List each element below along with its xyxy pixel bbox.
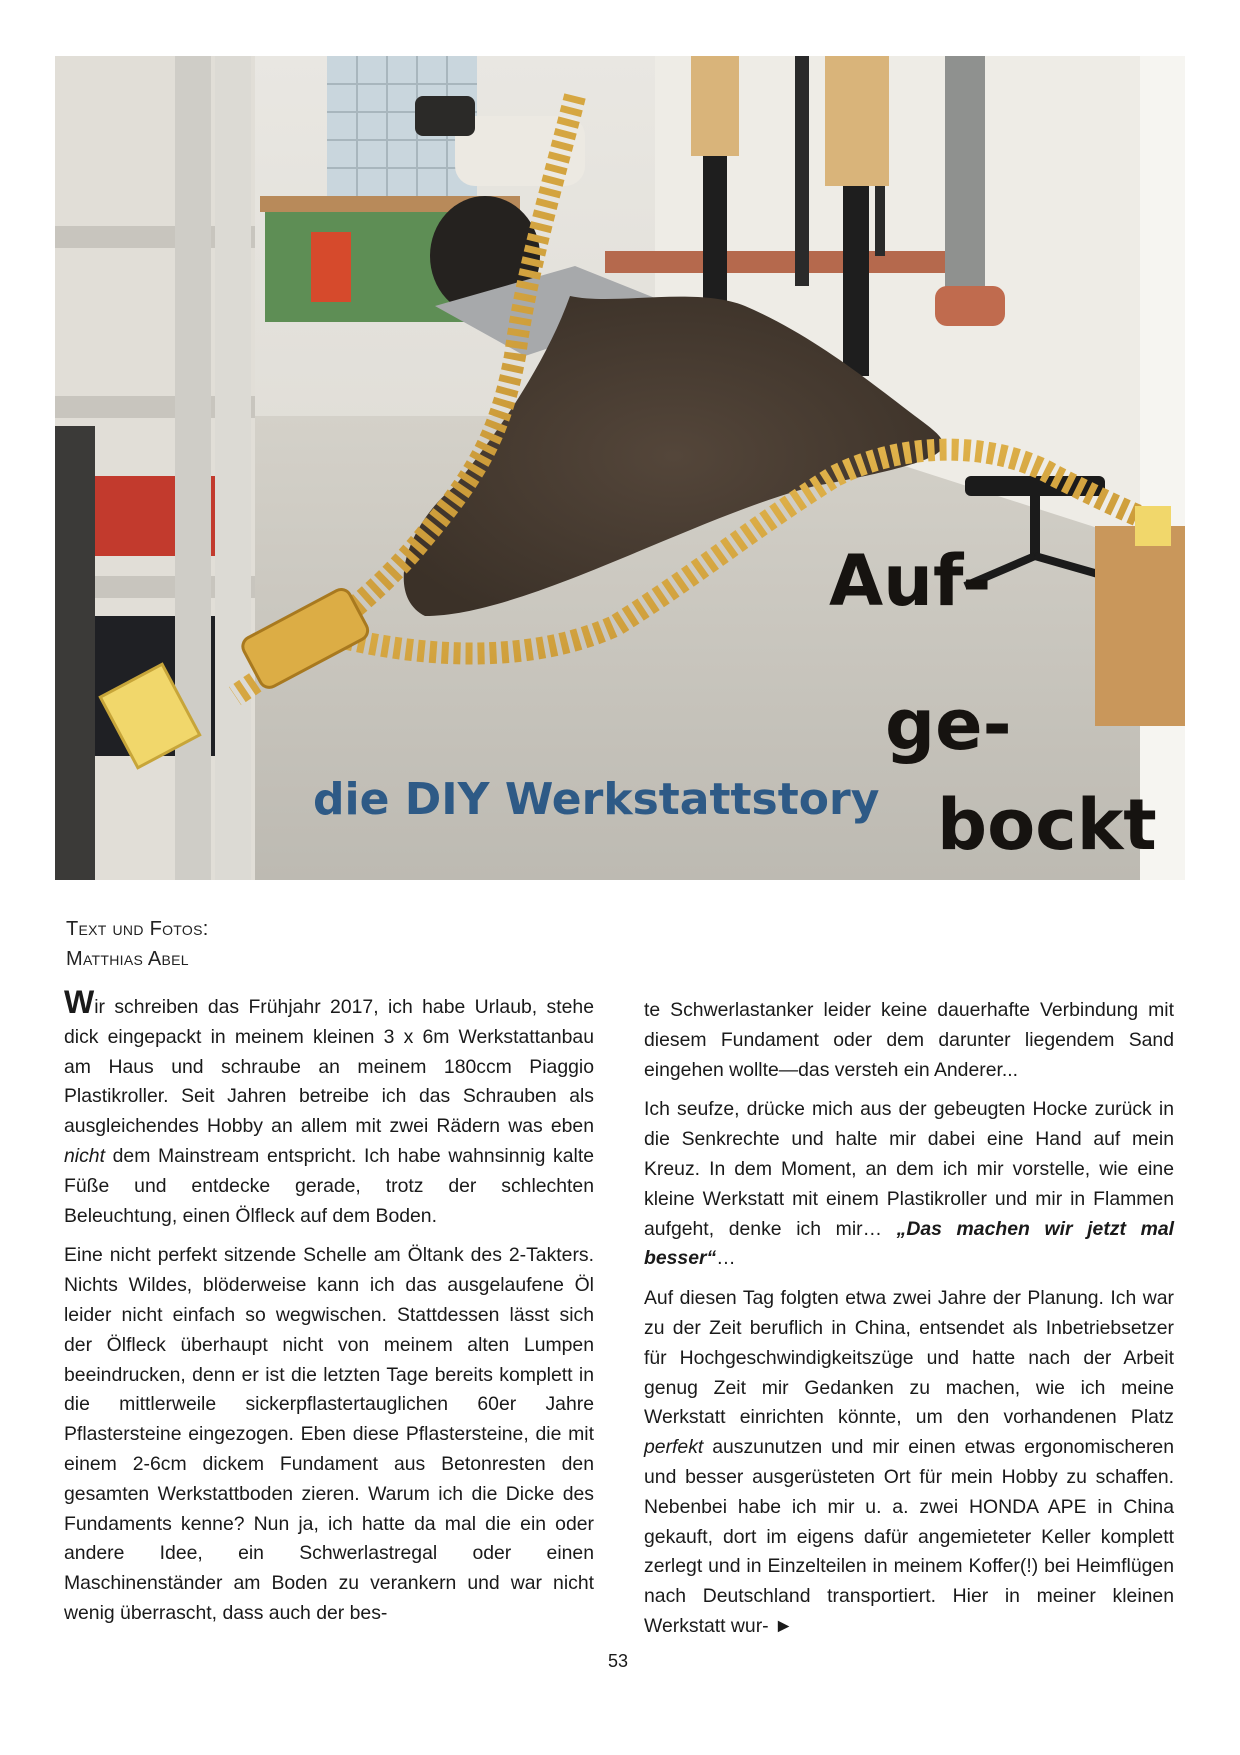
author-credit xyxy=(66,914,209,974)
workshop-photo-illustration xyxy=(55,56,1185,880)
drop-cap: W xyxy=(64,984,95,1020)
paragraph: Eine nicht perfekt sitzende Schelle am Öltank des 2-Takters. Nichts Wildes, blöderweise kann ich das ausgelaufene Öl leider nicht einfach so wegwischen. Stattdessen lässt sich der Ölfleck überhaupt nicht von meinem alten Lumpen beeindrucken, denn er ist die letzten Tage bereits komplett in die mittlerweile sickerpflastertauglichen 60er Jahre Pflastersteine eingezogen. Eben diese Pflastersteine, die mit einem 2-6cm dickem Fundament aus Betonresten den gesamten Werkstattboden zieren. Warum ich die Dicke des Fundaments kenne? Nun ja, ich hatte da mal die ein oder andere Idee, ein Schwerlastregal oder einen Maschinenständer am Boden zu verankern und war nicht wenig überrascht, dass auch der bes- xyxy=(64,1244,594,1624)
paragraph-text: Auf diesen Tag folgten etwa zwei Jahre der Planung. Ich war zu der Zeit beruflich in China, entsendet als Inbetriebsetzer für Hochgeschwindigkeitszüge und hatte nach der Arbeit genug Zeit mir Gedanken zu machen, wie ich meine Werkstatt einrichten könnte, um den vorhandenen Platz xyxy=(644,1287,1174,1429)
paragraph xyxy=(644,1095,1174,1274)
article-column-right xyxy=(644,996,1174,1652)
paragraph-text: auszunutzen und mir einen etwas ergonomischeren und besser ausgerüsteten Ort für mein Hobby zu schaffen. Nebenbei habe ich mir u. a. zwei HONDA APE in China gekauft, dort im eigens dafür angemieteter Keller komplett zerlegt und in Einzelteilen in meinem Koffer(!) bei Heimflügen nach Deutschland transportiert. Hier in meiner kleinen Werkstatt wur- ► xyxy=(644,1436,1174,1637)
emphasis: perfekt xyxy=(644,1436,704,1459)
page-number: 53 xyxy=(608,1651,629,1671)
paragraph-text: dem Mainstream entspricht. Ich habe wahnsinnig kalte Füße und entdecke gerade, trotz der schlechten Beleuchtung, einen Ölfleck auf dem Boden. xyxy=(64,1144,594,1227)
emphasis: nicht xyxy=(64,1144,105,1167)
headline-line-2: ge- xyxy=(885,684,1012,766)
paragraph-text: … xyxy=(716,1247,736,1270)
paragraph xyxy=(64,984,594,1231)
article-column-left xyxy=(64,984,594,1639)
emphasis-quote: „Das machen wir jetzt mal besser“ xyxy=(644,1217,1174,1270)
headline-line-3: bockt xyxy=(937,784,1157,866)
credit-author: Matthias Abel xyxy=(66,948,189,970)
headline-subtitle: die DIY Werkstattstory xyxy=(313,774,880,825)
credit-label: Text und Fotos: xyxy=(66,918,209,940)
paragraph: te Schwerlastanker leider keine dauerhafte Verbindung mit diesem Fundament oder dem darunter liegendem Sand eingehen wollte—das versteh ein Anderer... xyxy=(644,999,1174,1081)
hero-photo xyxy=(55,56,1185,880)
headline-line-1: Auf- xyxy=(829,540,992,622)
paragraph-text: Ich seufze, drücke mich aus der gebeugten Hocke zurück in die Senkrechte und halte mir dabei eine Hand auf mein Kreuz. In dem Moment, an dem ich mir vorstelle, wie eine kleine Werkstatt mit einem Plastikroller und mir in Flammen aufgeht, denke ich mir… xyxy=(644,1098,1174,1240)
paragraph xyxy=(644,1284,1174,1642)
paragraph-text: ir schreiben das Frühjahr 2017, ich habe Urlaub, stehe dick eingepackt in meinem kleinen 3 x 6m Werkstattanbau am Haus und schraube an meinem 180ccm Piaggio Plastikroller. Seit Jahren betreibe ich das Schrauben als ausgleichendes Hobby an allem mit zwei Rädern was eben xyxy=(64,996,594,1138)
